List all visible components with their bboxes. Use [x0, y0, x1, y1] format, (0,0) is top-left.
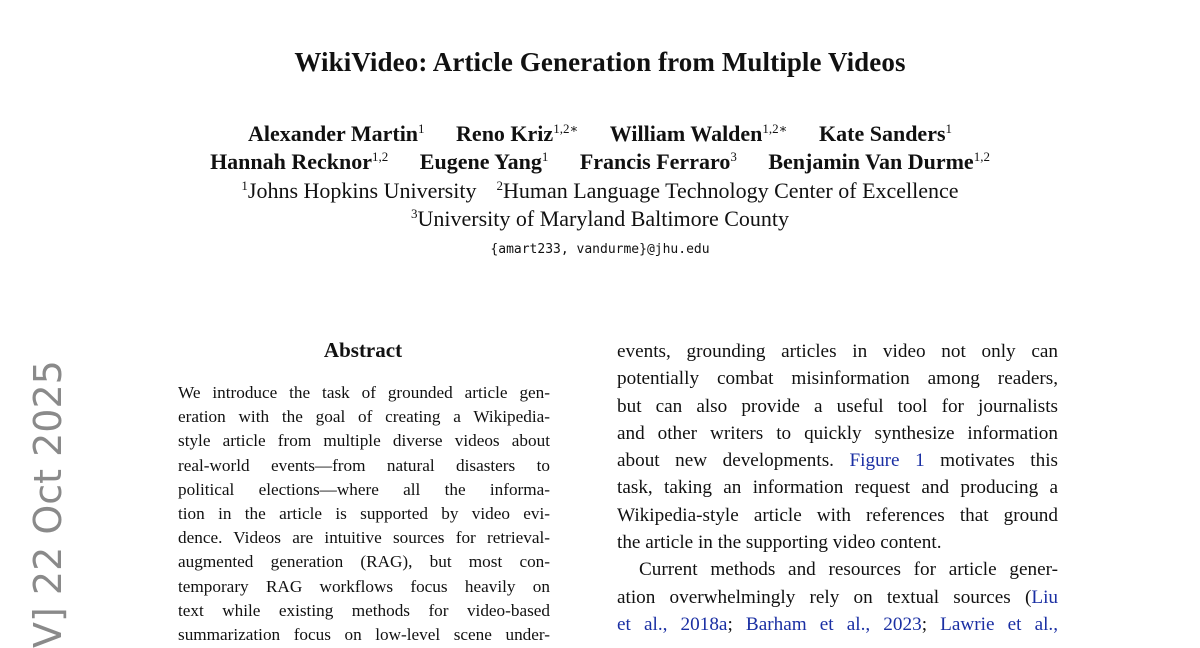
author [610, 121, 788, 147]
abstract-line: real-world events—from natural disasters to [178, 455, 550, 475]
author-name: Kate Sanders [819, 121, 946, 146]
author [768, 149, 990, 175]
affiliation-mark: 3 [411, 206, 418, 221]
author-name: Francis Ferraro [579, 149, 731, 174]
affiliation-line-1 [0, 178, 1200, 204]
abstract-line: We introduce the task of grounded article gen- [178, 383, 550, 402]
body-line: potentially combat misinformation among readers, [617, 368, 1058, 390]
author-affiliation-mark: 1 [418, 121, 425, 136]
author-name: William Walden [609, 121, 763, 146]
paper-title: WikiVideo: Article Generation from Multiple Videos [294, 47, 906, 77]
author-list-row-2 [0, 149, 1200, 175]
body-line: Current methods and resources for article gener- [639, 559, 1058, 581]
abstract-line: text while existing methods for video-based [178, 600, 550, 620]
abstract-heading: Abstract [323, 338, 403, 362]
affiliation-name: Johns Hopkins University [247, 178, 477, 203]
abstract-line: augmented generation (RAG), but most con- [178, 552, 550, 572]
affiliation-name: Human Language Technology Center of Excellence [502, 178, 959, 203]
body-line: events, grounding articles in video not only can [617, 341, 1058, 362]
abstract-line: temporary RAG workflows focus heavily on [178, 576, 550, 596]
author-email: {amart233, vandurme}@jhu.edu [490, 242, 710, 257]
citation-link[interactable]: Lawrie et al., [940, 613, 1059, 635]
body-text: motivates this [940, 450, 1058, 472]
citation-link[interactable]: et al., 2018a [617, 613, 728, 635]
citation-separator: ; [921, 613, 928, 635]
body-line [617, 447, 1058, 474]
arxiv-stamp: V] 22 Oct 2025 [26, 360, 70, 648]
author-name: Benjamin Van Durme [768, 149, 974, 174]
body-line: and other writers to quickly synthesize information [617, 422, 1058, 444]
affiliation-mark: 2 [496, 178, 503, 193]
abstract-line: dence. Videos are intuitive sources for retrieval- [178, 528, 550, 548]
abstract-line: style article from multiple diverse videos about [178, 431, 550, 451]
affiliation-name: University of Maryland Baltimore County [417, 206, 789, 231]
affiliation-mark: 1 [241, 178, 248, 193]
author-affiliation-mark: 3 [730, 149, 737, 164]
body-text: about new developments. [617, 450, 834, 472]
author [248, 121, 425, 147]
citation-separator: ; [727, 613, 733, 635]
author-name: Eugene Yang [419, 149, 542, 174]
author [456, 121, 578, 147]
author-list-row-1 [0, 121, 1200, 147]
author [420, 149, 549, 175]
abstract-line: political elections—where all the informa- [178, 479, 550, 499]
abstract-line: eration with the goal of creating a Wikipedia- [178, 407, 550, 427]
body-text: ation overwhelmingly rely on textual sources ( [617, 586, 1032, 608]
abstract-line: tion in the article is supported by video evi- [178, 503, 550, 523]
author-name: Reno Kriz [456, 121, 554, 146]
abstract-line: summarization focus on low-level scene under- [178, 624, 550, 644]
body-line: but can also provide a useful tool for journalists [617, 395, 1058, 417]
body-line: the article in the supporting video content. [617, 532, 942, 554]
abstract-body [178, 381, 550, 647]
author [819, 121, 952, 147]
author-name: Hannah Recknor [210, 149, 373, 174]
body-line: task, taking an information request and producing a [617, 477, 1058, 499]
figure-reference-link[interactable]: Figure 1 [849, 450, 925, 472]
author-affiliation-mark: 1,2∗ [762, 121, 788, 136]
author-affiliation-mark: 1,2∗ [553, 121, 579, 136]
body-line: Wikipedia-style article with references that ground [617, 504, 1058, 526]
intro-body [617, 338, 1058, 638]
author-affiliation-mark: 1 [541, 149, 549, 164]
author-affiliation-mark: 1 [945, 121, 953, 136]
citation-link[interactable]: Liu [1031, 586, 1058, 608]
author [210, 149, 388, 175]
body-line [617, 584, 1058, 611]
author-affiliation-mark: 1,2 [372, 149, 389, 164]
citation-link[interactable]: Barham et al., 2023 [745, 613, 922, 635]
author [580, 149, 737, 175]
author-affiliation-mark: 1,2 [973, 149, 990, 164]
body-line [617, 611, 1058, 638]
author-name: Alexander Martin [247, 121, 419, 146]
affiliation-line-2 [0, 206, 1200, 232]
